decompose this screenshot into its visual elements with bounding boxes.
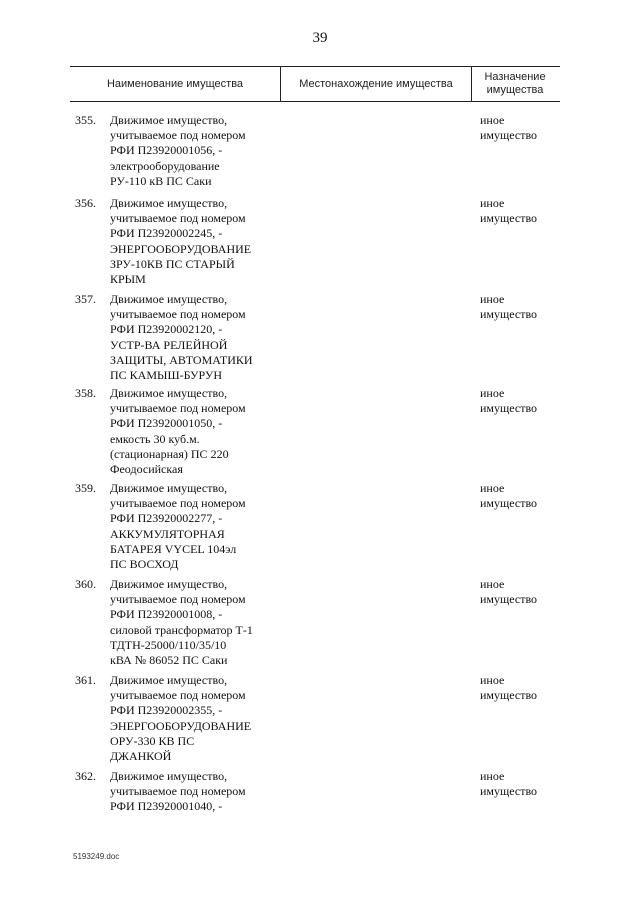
header-name: Наименование имущества [106, 77, 244, 90]
property-name-line: Движимое имущество, [110, 196, 228, 210]
row-number: 358. [75, 386, 96, 400]
property-name-line: Движимое имущество, [110, 113, 228, 127]
property-purpose [480, 196, 560, 226]
property-name-line: РФИ П23920002277, - [110, 511, 223, 526]
property-name [110, 386, 280, 477]
header-purpose-line: Назначение [484, 71, 546, 83]
property-name-line: РУ-110 кВ ПС Саки [110, 173, 212, 188]
property-name-line: ТДТН-25000/110/35/10 [110, 637, 227, 652]
property-name-line: БАТАРЕЯ VYCEL 104эл [110, 541, 237, 556]
property-name [110, 196, 280, 287]
row-number: 362. [75, 769, 96, 783]
property-name-line: электрооборудование [110, 158, 220, 173]
row-number: 355. [75, 113, 96, 127]
property-name-line: Движимое имущество, [110, 386, 228, 400]
property-name-line: РФИ П23920001050, - [110, 416, 223, 431]
property-name-line: (стационарная) ПС 220 [110, 446, 229, 461]
property-purpose-line: имущество [480, 688, 538, 703]
property-purpose-line: иное [480, 113, 505, 127]
property-name-line: РФИ П23920002245, - [110, 226, 223, 241]
property-purpose [480, 673, 560, 703]
property-name-line: учитываемое под номером [110, 784, 246, 799]
property-name-line: ПС ВОСХОД [110, 557, 179, 572]
row-number: 357. [75, 292, 96, 306]
property-name-line: РФИ П23920001056, - [110, 143, 223, 158]
property-purpose [480, 292, 560, 322]
property-purpose-line: иное [480, 577, 505, 591]
page-number: 39 [312, 30, 328, 46]
property-name-line: Движимое имущество, [110, 673, 228, 687]
property-name-line: РФИ П23920001040, - [110, 799, 223, 814]
row-number: 361. [75, 673, 96, 687]
property-name-line: РФИ П23920001008, - [110, 607, 223, 622]
property-purpose [480, 113, 560, 143]
property-name-line: учитываемое под номером [110, 496, 246, 511]
property-purpose [480, 769, 560, 799]
property-purpose-line: имущество [480, 211, 538, 226]
property-name-line: емкость 30 куб.м. [110, 431, 200, 446]
row-number: 360. [75, 577, 96, 591]
property-name-line: ДЖАНКОЙ [110, 749, 172, 764]
property-purpose [480, 577, 560, 607]
property-name [110, 113, 280, 189]
property-name-line: РФИ П23920002120, - [110, 322, 223, 337]
property-name [110, 673, 280, 764]
property-purpose-line: иное [480, 481, 505, 495]
property-name-line: ЗРУ-10КВ ПС СТАРЫЙ [110, 256, 235, 271]
property-name-line: Движимое имущество, [110, 481, 228, 495]
property-name-line: ОРУ-330 КВ ПС [110, 733, 195, 748]
document-filename: 5193249.doc [73, 852, 120, 861]
property-purpose-line: иное [480, 386, 505, 400]
property-purpose-line: имущество [480, 496, 538, 511]
property-purpose-line: иное [480, 769, 505, 783]
header-purpose [470, 67, 560, 101]
property-name [110, 481, 280, 572]
property-purpose-line: имущество [480, 784, 538, 799]
property-name-line: Движимое имущество, [110, 292, 228, 306]
property-purpose-line: имущество [480, 592, 538, 607]
property-name-line: учитываемое под номером [110, 307, 246, 322]
property-name-line: учитываемое под номером [110, 401, 246, 416]
header-location: Местонахождение имущества [280, 67, 472, 101]
property-name-line: кВА № 86052 ПС Саки [110, 653, 228, 668]
property-purpose-line: иное [480, 673, 505, 687]
property-name-line: учитываемое под номером [110, 128, 246, 143]
property-purpose-line: иное [480, 196, 505, 210]
property-name-line: РФИ П23920002355, - [110, 703, 223, 718]
property-name-line: ПС КАМЫШ-БУРУН [110, 368, 223, 383]
property-name-line: Движимое имущество, [110, 769, 228, 783]
property-name-line: Движимое имущество, [110, 577, 228, 591]
property-name-line: силовой трансформатор Т-1 [110, 622, 253, 637]
property-purpose-line: имущество [480, 128, 538, 143]
property-name-line: ЭНЕРГООБОРУДОВАНИЕ [110, 241, 252, 256]
property-name [110, 292, 280, 383]
property-name-line: УСТР-ВА РЕЛЕЙНОЙ [110, 337, 228, 352]
property-name-line: КРЫМ [110, 272, 146, 287]
property-name-line: ЭНЕРГООБОРУДОВАНИЕ [110, 718, 252, 733]
property-name-line: учитываемое под номером [110, 592, 246, 607]
property-purpose [480, 386, 560, 416]
property-name-line: учитываемое под номером [110, 211, 246, 226]
property-purpose-line: имущество [480, 401, 538, 416]
property-name-line: ЗАЩИТЫ, АВТОМАТИКИ [110, 352, 253, 367]
property-name [110, 769, 280, 815]
property-name-line: учитываемое под номером [110, 688, 246, 703]
property-name-line: АККУМУЛЯТОРНАЯ [110, 526, 225, 541]
row-number: 356. [75, 196, 96, 210]
row-number: 359. [75, 481, 96, 495]
property-purpose-line: имущество [480, 307, 538, 322]
property-name-line: Феодосийская [110, 462, 183, 477]
header-purpose-line: имущества [486, 84, 544, 96]
table-header [70, 66, 560, 102]
property-purpose-line: иное [480, 292, 505, 306]
property-name [110, 577, 280, 668]
property-purpose [480, 481, 560, 511]
